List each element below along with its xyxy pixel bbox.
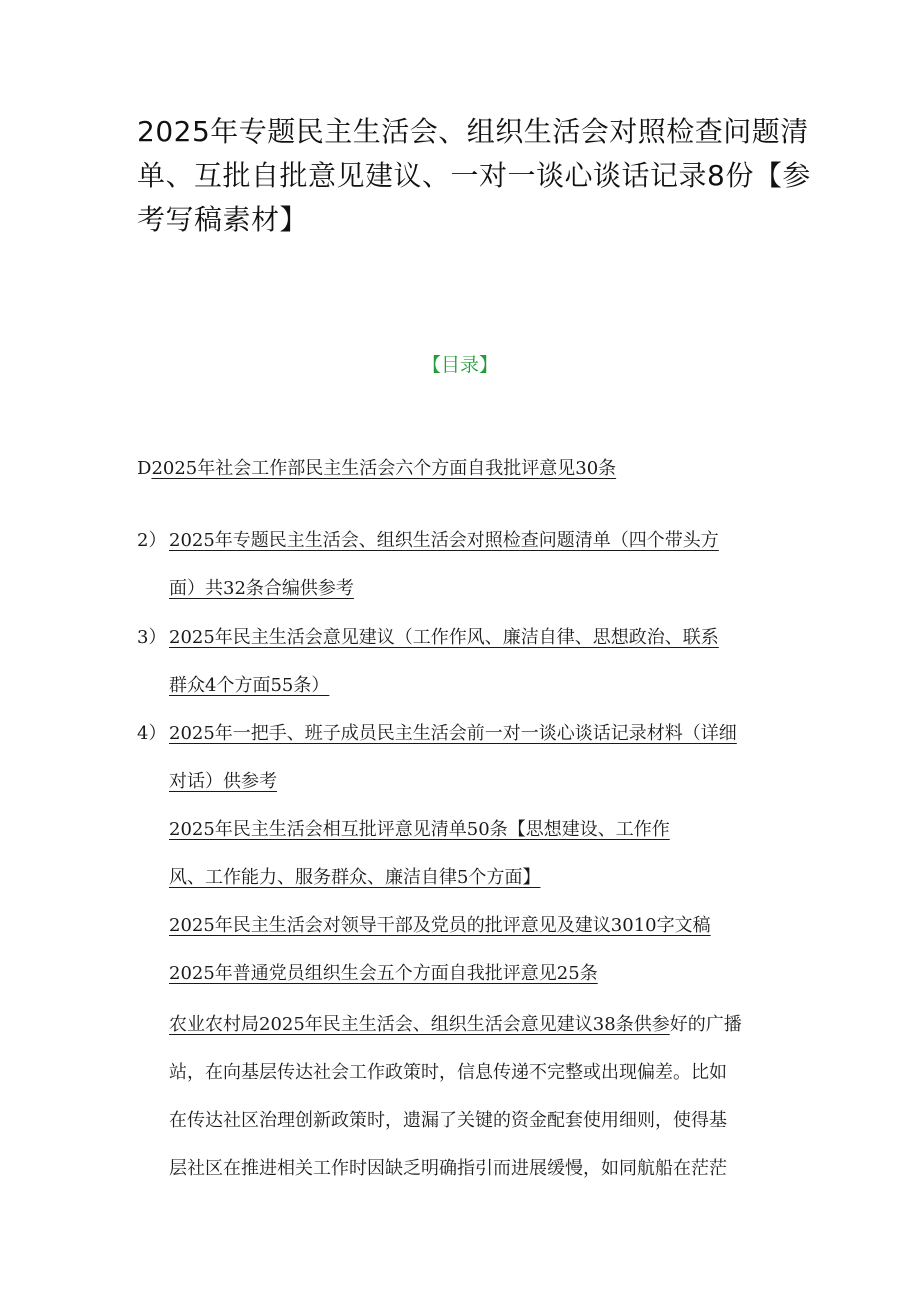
- document-title: [137, 110, 811, 242]
- toc-link-5-line-2[interactable]: 风、工作能力、服务群众、廉洁自律5个方面】: [169, 867, 541, 888]
- toc-link-2-line-2[interactable]: 面）共32条合编供参考: [169, 578, 354, 599]
- toc-number-3: 3）: [137, 627, 167, 648]
- body-line-3: 层社区在推进相关工作时因缺乏明确指引而进展缓慢，如同航船在茫茫: [169, 1158, 727, 1179]
- title-line-3: 考写稿素材】: [137, 203, 309, 236]
- toc-item-1: [137, 455, 616, 483]
- title-line-1: 2025年专题民主生活会、组织生活会对照检查问题清: [137, 115, 809, 148]
- toc-link-4-line-1[interactable]: 2025年一把手、班子成员民主生活会前一对一谈心谈话记录材料（详细: [169, 723, 737, 744]
- toc-link-7[interactable]: 2025年普通党员组织生会五个方面自我批评意见25条: [169, 963, 598, 984]
- body-line-1: 站，在向基层传达社会工作政策时，信息传递不完整或出现偏差。比如: [169, 1062, 727, 1083]
- body-line-2: 在传达社区治理创新政策时，遗漏了关键的资金配套使用细则，使得基: [169, 1110, 727, 1131]
- toc-link-2-line-1[interactable]: 2025年专题民主生活会、组织生活会对照检查问题清单（四个带头方: [169, 530, 719, 551]
- toc-link-8[interactable]: 农业农村局2025年民主生活会、组织生活会意见建议38条供参: [169, 1014, 670, 1035]
- toc-number-2: 2）: [137, 530, 167, 551]
- toc-link-4-line-2[interactable]: 对话）供参考: [169, 771, 277, 792]
- toc-item-8-row: [169, 1011, 742, 1039]
- toc-heading: 【目录】: [421, 354, 498, 376]
- toc-link-5-line-1[interactable]: 2025年民主生活会相互批评意见清单50条【思想建设、工作作: [169, 819, 670, 840]
- toc-link-3-line-1[interactable]: 2025年民主生活会意见建议（工作作风、廉洁自律、思想政治、联系: [169, 627, 719, 648]
- toc-link-6[interactable]: 2025年民主生活会对领导干部及党员的批评意见及建议3010字文稿: [169, 915, 711, 936]
- toc-link-3-line-2[interactable]: 群众4个方面55条）: [169, 675, 330, 696]
- title-line-2: 单、互批自批意见建议、一对一谈心谈话记录8份【参: [137, 159, 811, 192]
- toc-link-1[interactable]: 2025年社会工作部民主生活会六个方面自我批评意见30条: [151, 458, 617, 479]
- toc-number-4: 4）: [137, 723, 167, 744]
- body-text-start: 好的广播: [669, 1014, 742, 1035]
- toc-item-1-prefix: D: [137, 458, 152, 479]
